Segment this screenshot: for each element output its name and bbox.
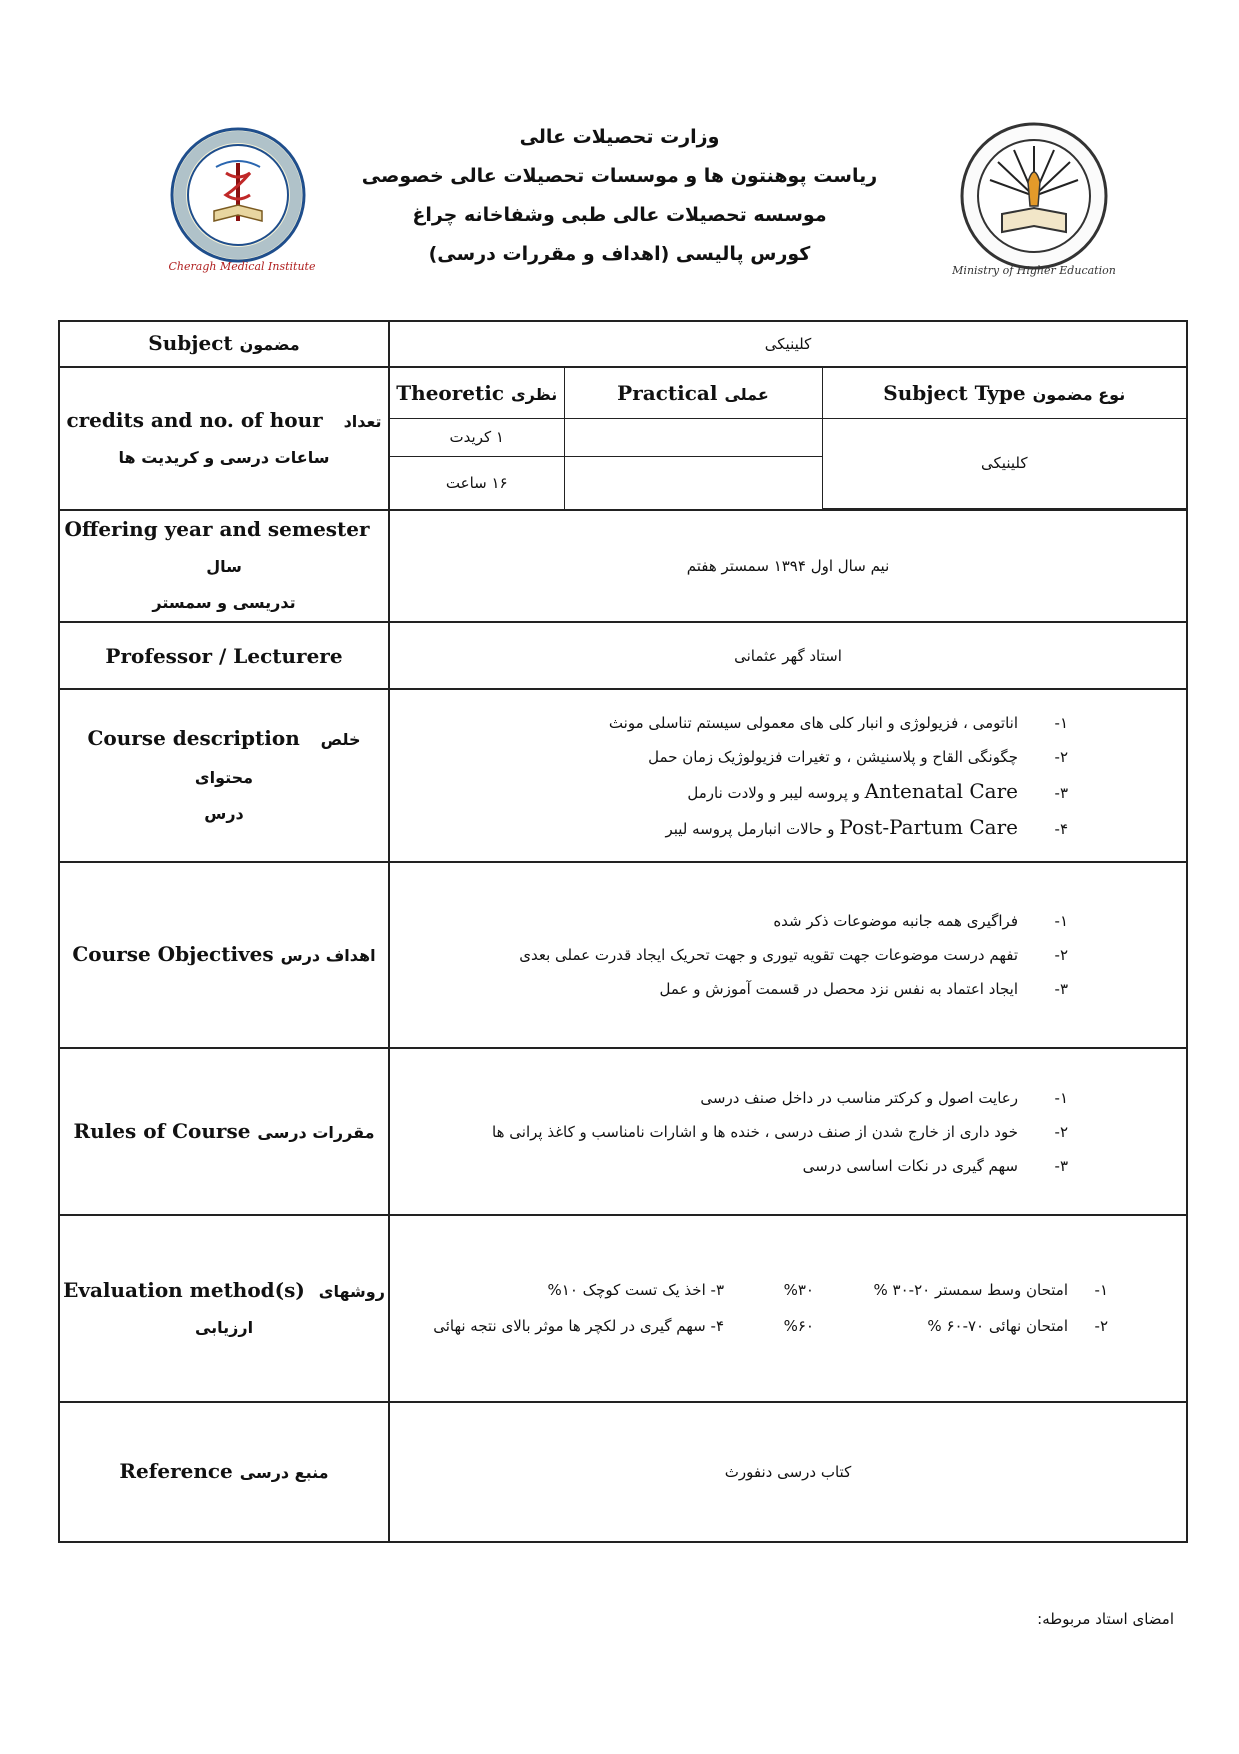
header-presidency: ریاست پوهنتون ها و موسسات تحصیلات عالی خصوصی: [361, 165, 878, 187]
list-item: ۲-خود داری از خارج شدن از صنف درسی ، خنده ها و اشارات نامناسب و کاغذ پرانی ها: [492, 1122, 1068, 1141]
credits-row: [59, 367, 1187, 510]
header-ministry: وزارت تحصیلات عالی: [519, 126, 720, 148]
institute-logo-caption: Cheragh Medical Institute: [168, 260, 316, 273]
evaluation-label: Evaluation method(s) روشهای ارزیابی: [59, 1215, 389, 1402]
offering-label: Offering year and semester سال تدریسی و سمستر: [59, 510, 389, 622]
list-item: ۲-تفهم درست موضوعات جهت تقویه تیوری و جهت تحریک ایجاد قدرت عملی بعدی: [519, 946, 1068, 964]
description-row: [59, 689, 1187, 862]
practical-value-1: [564, 418, 822, 456]
professor-row: [59, 622, 1187, 689]
offering-value: نیم سال اول ۱۳۹۴ سمستر هفتم: [389, 510, 1187, 622]
description-label: Course description خلص محتوای درس: [59, 689, 389, 862]
credits-grid: [389, 367, 1187, 510]
header-institute: موسسه تحصیلات عالی طبی وشفاخانه چراغ: [412, 204, 827, 226]
professor-label: Professor / Lecturere: [59, 622, 389, 689]
practical-value-2: [564, 456, 822, 509]
list-item: ۲-چگونگی القاح و پلاسنیشن ، و تغیرات فزیولوژیک زمان حمل: [648, 747, 1068, 766]
list-item: ۱-اناتومی ، فزیولوژی و انبار کلی های معمولی سیستم تناسلی مونث: [608, 713, 1068, 732]
reference-label: Reference منبع درسی: [59, 1402, 389, 1542]
list-item: ۳-سهم گیری در نکات اساسی درسی: [802, 1156, 1068, 1175]
evaluation-line-1: ۱- امتحان وسط سمستر ۲۰-۳۰ % %۳۰ ۳- اخذ یک تست کوچک ۱۰%: [547, 1281, 1108, 1299]
subject-row: [59, 321, 1187, 367]
rules-row: [59, 1048, 1187, 1215]
credit-value: ۱ کریدت: [390, 418, 564, 456]
list-item: ۱-رعایت اصول و کرکتر مناسب در داخل صنف درسی: [700, 1088, 1068, 1107]
reference-value: کتاب درسی دنفورث: [389, 1402, 1187, 1542]
professor-signature-label: امضای استاد مربوطه:: [1037, 1610, 1174, 1628]
header-course-policy: کورس پالیسی (اهداف و مقررات درسی): [428, 243, 811, 265]
list-item: ۴-Post-Partum Care و حالات انبارمل پروسه لیبر: [665, 814, 1068, 839]
subject-type-header: Subject Type نوع مضمون: [822, 368, 1186, 418]
list-item: ۱-فراگیری همه جانبه موضوعات ذکر شده: [773, 912, 1068, 930]
hours-value: ۱۶ ساعت: [390, 456, 564, 509]
institute-logo: [158, 125, 326, 273]
objectives-list: [390, 904, 1186, 1006]
ministry-logo: [950, 122, 1118, 277]
professor-value: استاد گهر عثمانی: [389, 622, 1187, 689]
evaluation-row: [59, 1215, 1187, 1402]
description-list: [390, 706, 1186, 846]
evaluation-content: [389, 1215, 1187, 1402]
offering-row: [59, 510, 1187, 622]
objectives-content: [389, 862, 1187, 1048]
list-item: ۳-Antenatal Care و پروسه لیبر و ولادت نارمل: [687, 778, 1068, 803]
course-policy-table: [58, 320, 1188, 1543]
subject-value: کلینیکی: [389, 321, 1187, 367]
list-item: ۳-ایجاد اعتماد به نفس نزد محصل در قسمت آموزش و عمل: [659, 980, 1068, 998]
objectives-row: [59, 862, 1187, 1048]
theoretic-header: Theoretic نظری: [390, 368, 564, 418]
rules-list: [390, 1081, 1186, 1183]
ministry-logo-caption: Ministry of Higher Education: [952, 264, 1116, 277]
evaluation-line-2: ۲- امتحان نهائی ۷۰-۶۰ % %۶۰ ۴- سهم گیری در لکچر ها موثر بالای نتجه نهائی: [433, 1317, 1108, 1335]
subject-label: Subject مضمون: [59, 321, 389, 367]
practical-header: Practical عملی: [564, 368, 822, 418]
credits-label: credits and no. of hour تعداد ساعات درسی و کریدیت ها: [59, 367, 389, 510]
rules-label: Rules of Course مقررات درسی: [59, 1048, 389, 1215]
rules-content: [389, 1048, 1187, 1215]
reference-row: [59, 1402, 1187, 1542]
objectives-label: Course Objectives اهداف درس: [59, 862, 389, 1048]
description-content: [389, 689, 1187, 862]
subject-type-value: کلینیکی: [822, 418, 1186, 509]
